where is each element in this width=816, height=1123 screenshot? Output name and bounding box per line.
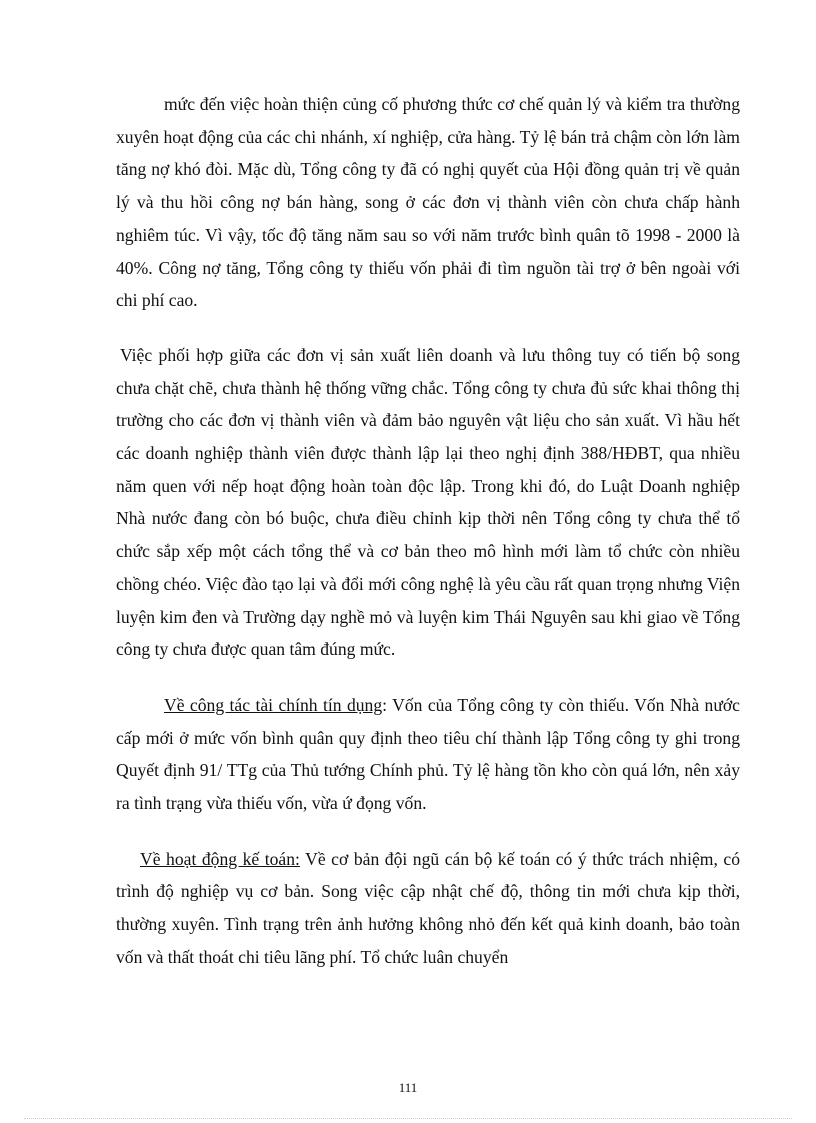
finance-credit-heading: Về công tác tài chính tín dụng — [164, 694, 383, 715]
page-number: 111 — [398, 1080, 418, 1095]
paragraph-accounting — [116, 843, 740, 974]
accounting-text: Về cơ bản đội ngũ cán bộ kế toán có ý thức trách nhiệm, có trình độ nghiệp vụ cơ bản. Song việc cập nhật chế độ, thông tin mới chưa kịp thời, thường xuyên. Tình trạng trên ảnh hưởng không nhỏ đến kết quả kinh doanh, bảo toàn vốn và thất thoát chi tiêu lãng phí. Tổ chức luân chuyển — [116, 848, 740, 967]
paragraph-finance-credit — [116, 689, 740, 820]
page-bottom-divider — [24, 1118, 792, 1119]
paragraph-coordination: Việc phối hợp giữa các đơn vị sản xuất liên doanh và lưu thông tuy có tiến bộ song chưa chặt chẽ, chưa thành hệ thống vững chắc. Tổng công ty chưa đủ sức khai thông thị trường cho các đơn vị thành viên và đảm bảo nguyên vật liệu cho sản xuất. Vì hầu hết các doanh nghiệp thành viên được thành lập lại theo nghị định 388/HĐBT, qua nhiều năm quen với nếp hoạt động hoàn toàn độc lập. Trong khi đó, do Luật Doanh nghiệp Nhà nước đang còn bó buộc, chưa điều chỉnh kịp thời nên Tổng công ty chưa thể tổ chức sắp xếp một cách tổng thể và cơ bản theo mô hình mới làm tổ chức còn nhiều chồng chéo. Việc đào tạo lại và đổi mới công nghệ là yêu cầu rất quan trọng nhưng Viện luyện kim đen và Trường dạy nghề mỏ và luyện kim Thái Nguyên sau khi giao về Tổng công ty chưa được quan tâm đúng mức. — [116, 344, 740, 660]
paragraph-debt-management: mức đến việc hoàn thiện củng cố phương thức cơ chế quản lý và kiểm tra thường xuyên hoạt động của các chi nhánh, xí nghiệp, cửa hàng. Tỷ lệ bán trả chậm còn lớn làm tăng nợ khó đòi. Mặc dù, Tổng công ty đã có nghị quyết của Hội đồng quản trị về quản lý và thu hồi công nợ bán hàng, song ở các đơn vị thành viên còn chưa chấp hành nghiêm túc. Vì vậy, tốc độ tăng năm sau so với năm trước bình quân tõ 1998 - 2000 là 40%. Công nợ tăng, Tổng công ty thiếu vốn phải đi tìm nguồn tài trợ ở bên ngoài với chi phí cao. — [116, 94, 740, 311]
accounting-heading: Về hoạt động kế toán: — [140, 848, 300, 869]
finance-credit-text: : Vốn của Tổng công ty còn thiếu. Vốn Nhà nước cấp mới ở mức vốn bình quân quy định theo tiêu chí thành lập Tổng công ty ghi trong Quyết định 91/ TTg của Thủ tướng Chính phủ. Tỷ lệ hàng tồn kho còn quá lớn, nên xảy ra tình trạng vừa thiếu vốn, vừa ứ đọng vốn. — [116, 694, 740, 814]
page-body — [116, 88, 740, 974]
